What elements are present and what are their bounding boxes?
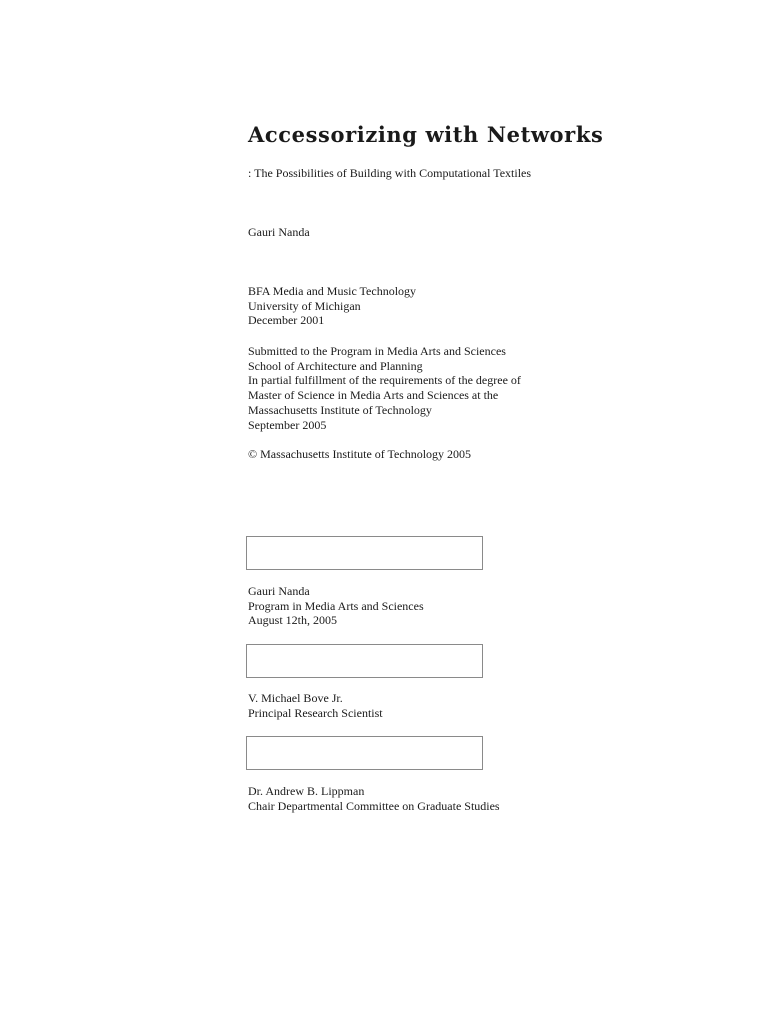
submission-line: In partial fulfillment of the requirements of the degree of — [248, 373, 521, 388]
submission-line: Submitted to the Program in Media Arts and Sciences — [248, 344, 506, 358]
education-line: University of Michigan — [248, 298, 361, 313]
submission-line: Master of Science in Media Arts and Sciences at the — [248, 388, 499, 403]
education-block — [248, 284, 416, 328]
copyright-line: © Massachusetts Institute of Technology 2005 — [248, 447, 472, 461]
advisor-signature-block — [248, 691, 383, 720]
document-title: Accessorizing with Networks — [248, 122, 604, 147]
signatory-name: Gauri Nanda — [248, 584, 310, 598]
education-line: BFA Media and Music Technology — [248, 284, 417, 298]
submission-block — [248, 344, 521, 432]
chair-signature-box — [246, 736, 483, 770]
signatory-name: Dr. Andrew B. Lippman — [248, 784, 365, 798]
author-signature-box — [246, 536, 483, 570]
signatory-name: V. Michael Bove Jr. — [248, 691, 343, 705]
submission-line: School of Architecture and Planning — [248, 358, 423, 373]
education-line: December 2001 — [248, 313, 325, 328]
submission-line: September 2005 — [248, 417, 327, 432]
signatory-role: Principal Research Scientist — [248, 705, 383, 720]
chair-signature-block — [248, 784, 500, 813]
signatory-role: Chair Departmental Committee on Graduate Studies — [248, 798, 500, 813]
signature-date: August 12th, 2005 — [248, 613, 338, 628]
author-name: Gauri Nanda — [248, 225, 310, 239]
advisor-signature-box — [246, 644, 483, 678]
copyright-notice — [248, 447, 471, 462]
author-signature-block — [248, 584, 424, 628]
signatory-role: Program in Media Arts and Sciences — [248, 598, 424, 613]
document-subtitle: : The Possibilities of Building with Computational Textiles — [248, 166, 532, 180]
submission-line: Massachusetts Institute of Technology — [248, 402, 432, 417]
